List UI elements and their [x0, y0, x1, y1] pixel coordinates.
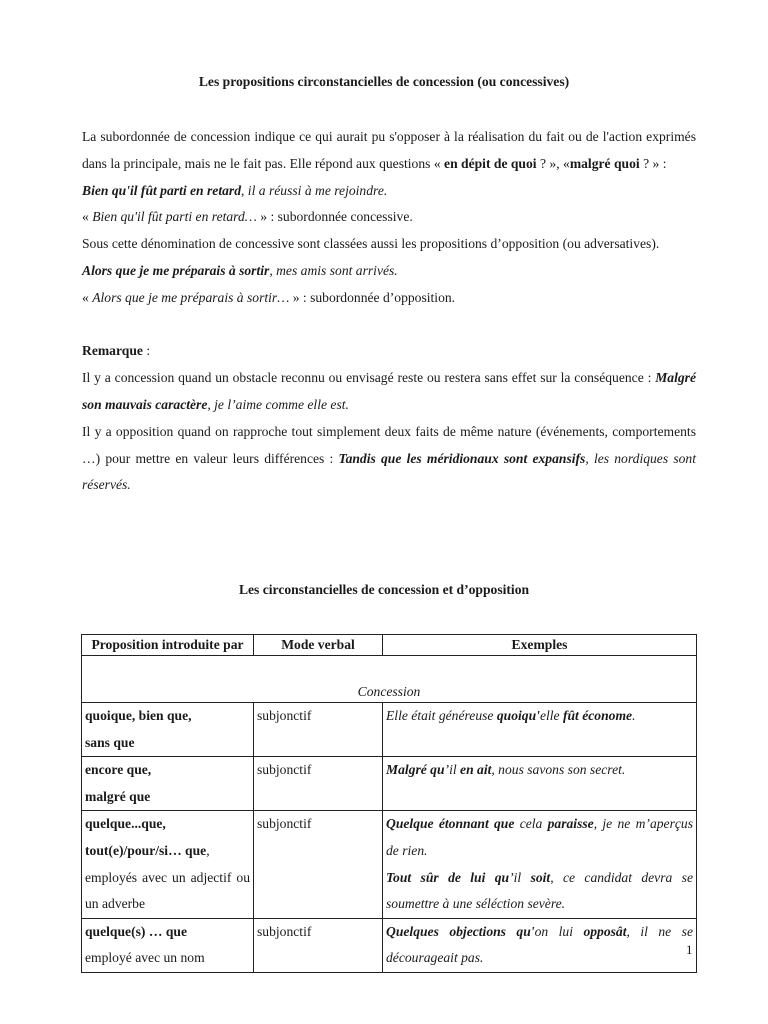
- mode-cell: subjonctif: [254, 918, 383, 972]
- example-concessive: Bien qu'il fût parti en retard, il a réussi à me rejoindre.: [82, 182, 388, 198]
- table-row: [82, 757, 697, 811]
- header-proposition: Proposition introduite par: [82, 635, 254, 656]
- header-examples: Exemples: [383, 635, 697, 656]
- remark-opposition: Il y a opposition quand on rapproche tout simplement deux faits de même nature (événements, comportements …) pour mettre en valeur leurs différences : Tandis que les méridionaux sont expansifs, les nordiques sont réservés.: [82, 423, 696, 493]
- opposition-paragraph: Sous cette dénomination de concessive sont classées aussi les propositions d’opposition (ou adversatives).: [82, 236, 660, 252]
- mode-cell: subjonctif: [254, 811, 383, 918]
- page-title: Les propositions circonstancielles de concession (ou concessives): [198, 74, 570, 89]
- definition-paragraph: La subordonnée de concession indique ce qui aurait pu s'opposer à la réalisation du fait ou de l'action exprimés dans la principale, mais ne le fait pas. Elle répond aux questions « en dépit de quoi ? », «malgré quoi ? » :: [82, 129, 696, 171]
- example-concessive-note: « Bien qu'il fût parti en retard… » : subordonnée concessive.: [82, 209, 413, 225]
- remark-concession: Il y a concession quand un obstacle reconnu ou envisagé reste ou restera sans effet sur la conséquence : Malgré son mauvais caractère, je l’aime comme elle est.: [82, 370, 696, 412]
- example-cell: [383, 811, 697, 918]
- table-title: Les circonstancielles de concession et d’opposition: [238, 582, 530, 597]
- remark-heading: Remarque :: [82, 343, 151, 359]
- page-number: 1: [686, 942, 693, 957]
- table-row: [82, 918, 697, 972]
- intro-cell: quoique, bien que, sans que: [82, 703, 254, 757]
- table-row: [82, 811, 697, 918]
- example-cell: Elle était généreuse quoiqu'elle fût économe.: [383, 703, 697, 757]
- table-header-row: [82, 635, 697, 656]
- table-row: [82, 703, 697, 757]
- section-label: Concession: [82, 656, 697, 703]
- intro-section: [82, 124, 696, 499]
- example-opposition: Alors que je me préparais à sortir, mes amis sont arrivés.: [82, 262, 398, 278]
- section-row: [82, 656, 697, 703]
- concession-table: [81, 634, 697, 973]
- example-cell: Malgré qu’il en ait, nous savons son secret.: [383, 757, 697, 811]
- intro-cell: quelque(s) … que employé avec un nom: [82, 918, 254, 972]
- example-line: Tout sûr de lui qu’il soit, ce candidat devra se soumettre à une séléction sevère.: [386, 869, 693, 912]
- intro-cell: encore que, malgré que: [82, 757, 254, 811]
- example-opposition-note: « Alors que je me préparais à sortir… » : subordonnée d’opposition.: [82, 289, 456, 305]
- intro-cell: quelque...que, tout(e)/pour/si… que, employés avec un adjectif ou un adverbe: [82, 811, 254, 918]
- mode-cell: subjonctif: [254, 703, 383, 757]
- mode-cell: subjonctif: [254, 757, 383, 811]
- header-mode: Mode verbal: [254, 635, 383, 656]
- example-line: Quelque étonnant que cela paraisse, je ne m’aperçus de rien.: [386, 816, 693, 858]
- example-cell: Quelques objections qu'on lui opposât, il ne se décourageait pas.: [383, 918, 697, 972]
